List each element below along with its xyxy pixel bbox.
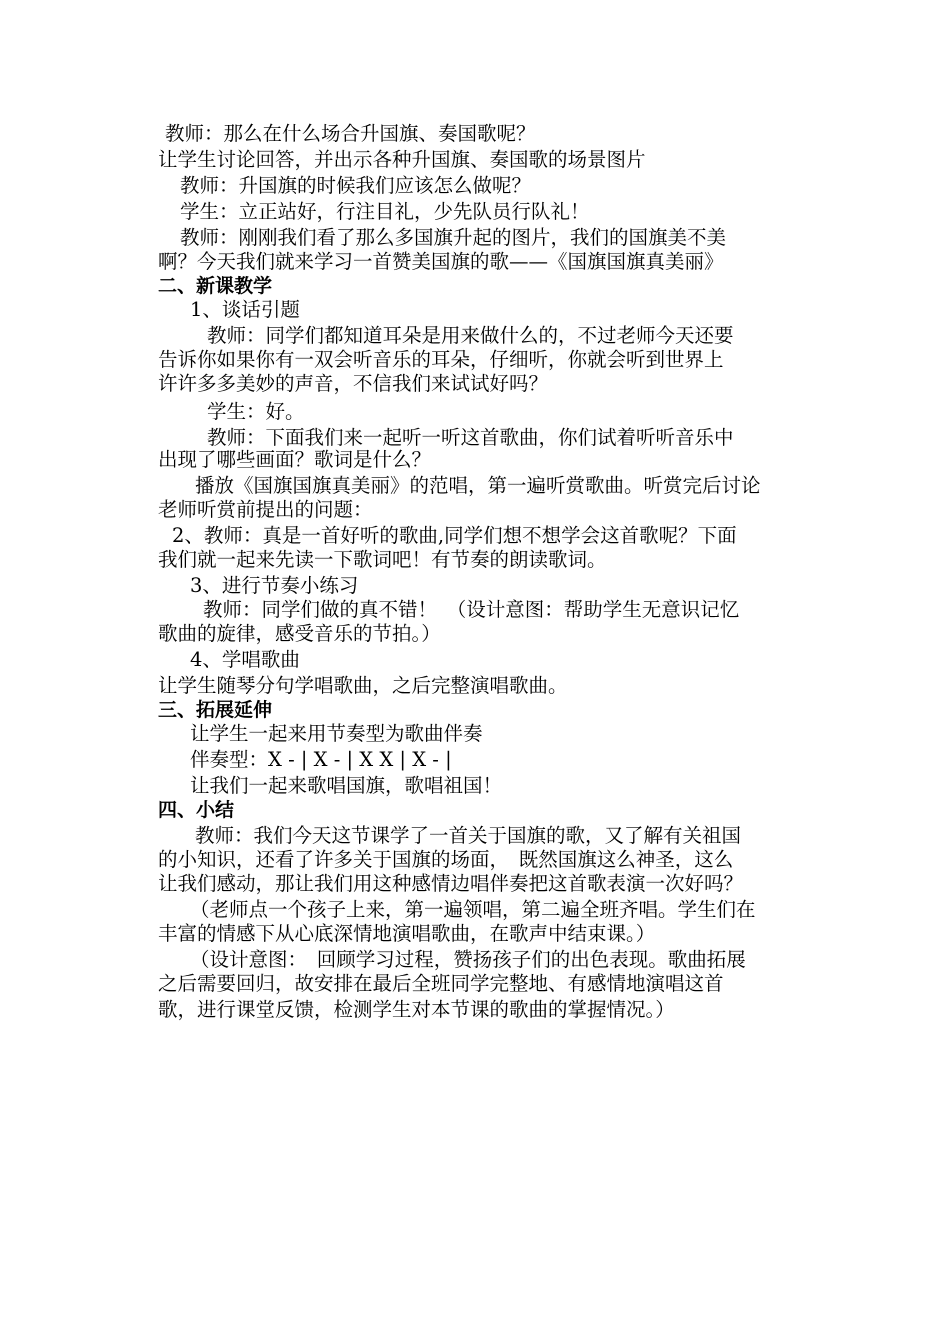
text-line: 出现了哪些画面？歌词是什么？	[158, 448, 432, 471]
section-heading: 四、小结	[158, 799, 235, 821]
text-line: 教师：刚刚我们看了那么多国旗升起的图片，我们的国旗美不美	[180, 226, 727, 249]
text-line: 教师：我们今天这节课学了一首关于国旗的歌，又了解有关祖国	[195, 824, 742, 847]
text-line: 让学生一起来用节奏型为歌曲伴奏	[190, 722, 483, 745]
text-line: 告诉你如果你有一双会听音乐的耳朵，仔细听，你就会听到世界上	[158, 348, 724, 371]
text-line: 的小知识，还看了许多关于国旗的场面， 既然国旗这么神圣，这么	[158, 848, 734, 871]
text-line: 啊？今天我们就来学习一首赞美国旗的歌——《国旗国旗真美丽》	[158, 250, 724, 273]
text-line: 让学生随琴分句学唱歌曲，之后完整演唱歌曲。	[158, 674, 568, 697]
text-line: （设计意图： 回顾学习过程，赞扬孩子们的出色表现。歌曲拓展	[190, 948, 746, 971]
text-line: 2、教师：真是一首好听的歌曲,同学们想不想学会这首歌呢？下面	[172, 524, 737, 547]
text-line: （老师点一个孩子上来，第一遍领唱，第二遍全班齐唱。学生们在	[190, 898, 756, 921]
text-line: 我们就一起来先读一下歌词吧！有节奏的朗读歌词。	[158, 548, 607, 571]
text-line: 歌，进行课堂反馈，检测学生对本节课的歌曲的掌握情况。）	[158, 998, 675, 1021]
text-line: 教师：下面我们来一起听一听这首歌曲，你们试着听听音乐中	[207, 426, 734, 449]
text-line: 教师：同学们都知道耳朵是用来做什么的，不过老师今天还要	[207, 324, 734, 347]
subsection-heading: 4、学唱歌曲	[190, 648, 300, 671]
text-line: 歌曲的旋律，感受音乐的节拍。）	[158, 622, 441, 645]
text-line: 教师：升国旗的时候我们应该怎么做呢？	[180, 174, 532, 197]
text-line: 学生：立正站好，行注目礼，少先队员行队礼！	[180, 200, 590, 223]
text-line: 教师：同学们做的真不错！ （设计意图：帮助学生无意识记忆	[203, 598, 740, 621]
section-heading: 三、拓展延伸	[158, 699, 273, 721]
subsection-heading: 1、谈话引题	[190, 298, 300, 321]
subsection-heading: 3、进行节奏小练习	[190, 574, 359, 597]
text-line: 老师听赏前提出的问题：	[158, 498, 373, 521]
text-line: 丰富的情感下从心底深情地演唱歌曲，在歌声中结束课。）	[158, 922, 656, 945]
text-line: 许许多多美妙的声音，不信我们来试试好吗？	[158, 372, 549, 395]
section-heading: 二、新课教学	[158, 275, 273, 297]
text-line: 学生：好。	[207, 400, 305, 423]
text-line: 教师：那么在什么场合升国旗、奏国歌呢？	[165, 122, 536, 145]
text-line: 让我们一起来歌唱国旗，歌唱祖国！	[190, 774, 503, 797]
text-line: 让学生讨论回答，并出示各种升国旗、奏国歌的场景图片	[158, 148, 646, 171]
text-line: 让我们感动，那让我们用这种感情边唱伴奏把这首歌表演一次好吗？	[158, 872, 744, 895]
text-line: 播放《国旗国旗真美丽》的范唱，第一遍听赏歌曲。听赏完后讨论	[195, 474, 761, 497]
text-line: 之后需要回归，故安排在最后全班同学完整地、有感情地演唱这首	[158, 972, 724, 995]
rhythm-pattern: 伴奏型：X - | X - | X X | X - |	[190, 748, 452, 771]
